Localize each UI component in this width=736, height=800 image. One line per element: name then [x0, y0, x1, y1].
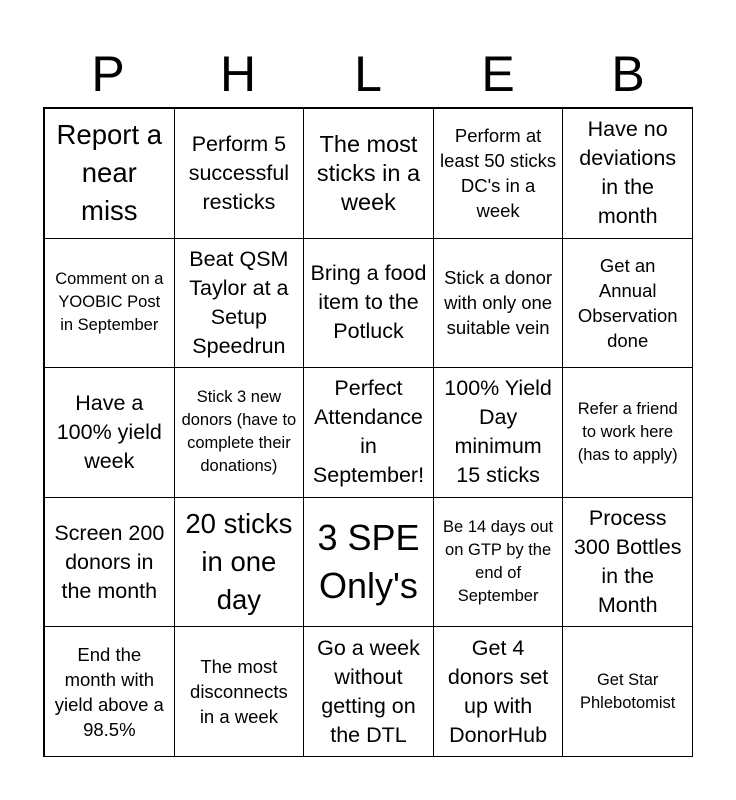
cell-text: Go a week without getting on the DTL	[317, 635, 420, 747]
bingo-board	[43, 107, 693, 757]
bingo-cell[interactable]	[562, 108, 693, 239]
cell-text: Comment on a YOOBIC Post in September	[55, 270, 164, 335]
cell-text: Process 300 Bottles in the Month	[573, 506, 682, 618]
cell-text: Be 14 days out on GTP by the end of September	[443, 518, 554, 606]
bingo-cell[interactable]	[44, 238, 175, 369]
bingo-cell[interactable]	[174, 238, 305, 369]
bingo-cell[interactable]	[44, 497, 175, 628]
bingo-cell[interactable]	[303, 367, 434, 498]
bingo-cell[interactable]	[174, 108, 305, 239]
bingo-cell[interactable]	[433, 367, 564, 498]
bingo-cell[interactable]	[433, 497, 564, 628]
bingo-cell[interactable]	[303, 238, 434, 369]
cell-text: Bring a food item to the Potluck	[310, 261, 427, 344]
bingo-cell[interactable]	[433, 108, 564, 239]
bingo-cell[interactable]	[433, 626, 564, 757]
bingo-cell[interactable]	[303, 497, 434, 628]
bingo-cell[interactable]	[174, 367, 305, 498]
header-letter-e: E	[481, 46, 515, 102]
bingo-cell[interactable]	[562, 367, 693, 498]
header-letter-h: H	[219, 46, 257, 102]
cell-text: Beat QSM Taylor at a Setup Speedrun	[189, 246, 289, 358]
cell-text: The most sticks in a week	[316, 130, 421, 215]
bingo-cell[interactable]	[174, 626, 305, 757]
cell-text: Screen 200 donors in the month	[54, 520, 165, 603]
cell-text: Stick 3 new donors (have to complete their donations)	[181, 388, 297, 476]
cell-text: The most disconnects in a week	[190, 656, 288, 728]
cell-text: 3 SPE Only's	[317, 517, 420, 607]
cell-text: End the month with yield above a 98.5%	[54, 643, 164, 740]
cell-text: 100% Yield Day minimum 15 sticks	[444, 376, 552, 488]
bingo-cell[interactable]	[562, 497, 693, 628]
cell-text: Perform at least 50 sticks DC's in a week	[440, 125, 557, 222]
cell-text: Stick a donor with only one suitable vein	[444, 267, 553, 339]
cell-text: Perform 5 successful resticks	[188, 131, 290, 214]
cell-text: Get Star Phlebotomist	[580, 670, 676, 712]
cell-text: Perfect Attendance in September!	[312, 376, 425, 488]
header-letter-l: L	[354, 46, 382, 102]
cell-text: Have a 100% yield week	[56, 390, 162, 473]
bingo-cell[interactable]	[303, 626, 434, 757]
bingo-cell[interactable]	[303, 108, 434, 239]
cell-text: 20 sticks in one day	[185, 508, 293, 616]
bingo-cell[interactable]	[562, 626, 693, 757]
header-letter-b: B	[611, 46, 645, 102]
cell-text: Get 4 donors set up with DonorHub	[447, 635, 549, 747]
bingo-cell[interactable]	[174, 497, 305, 628]
bingo-cell[interactable]	[44, 367, 175, 498]
bingo-cell[interactable]	[44, 626, 175, 757]
cell-text: Have no deviations in the month	[579, 117, 677, 229]
header-letter-p: P	[91, 46, 125, 102]
bingo-cell[interactable]	[44, 108, 175, 239]
bingo-cell[interactable]	[562, 238, 693, 369]
bingo-cell[interactable]	[433, 238, 564, 369]
cell-text: Refer a friend to work here (has to apply)	[577, 399, 678, 464]
cell-text: Get an Annual Observation done	[577, 254, 678, 351]
cell-text: Report a near miss	[56, 119, 163, 227]
bingo-header	[43, 40, 693, 108]
